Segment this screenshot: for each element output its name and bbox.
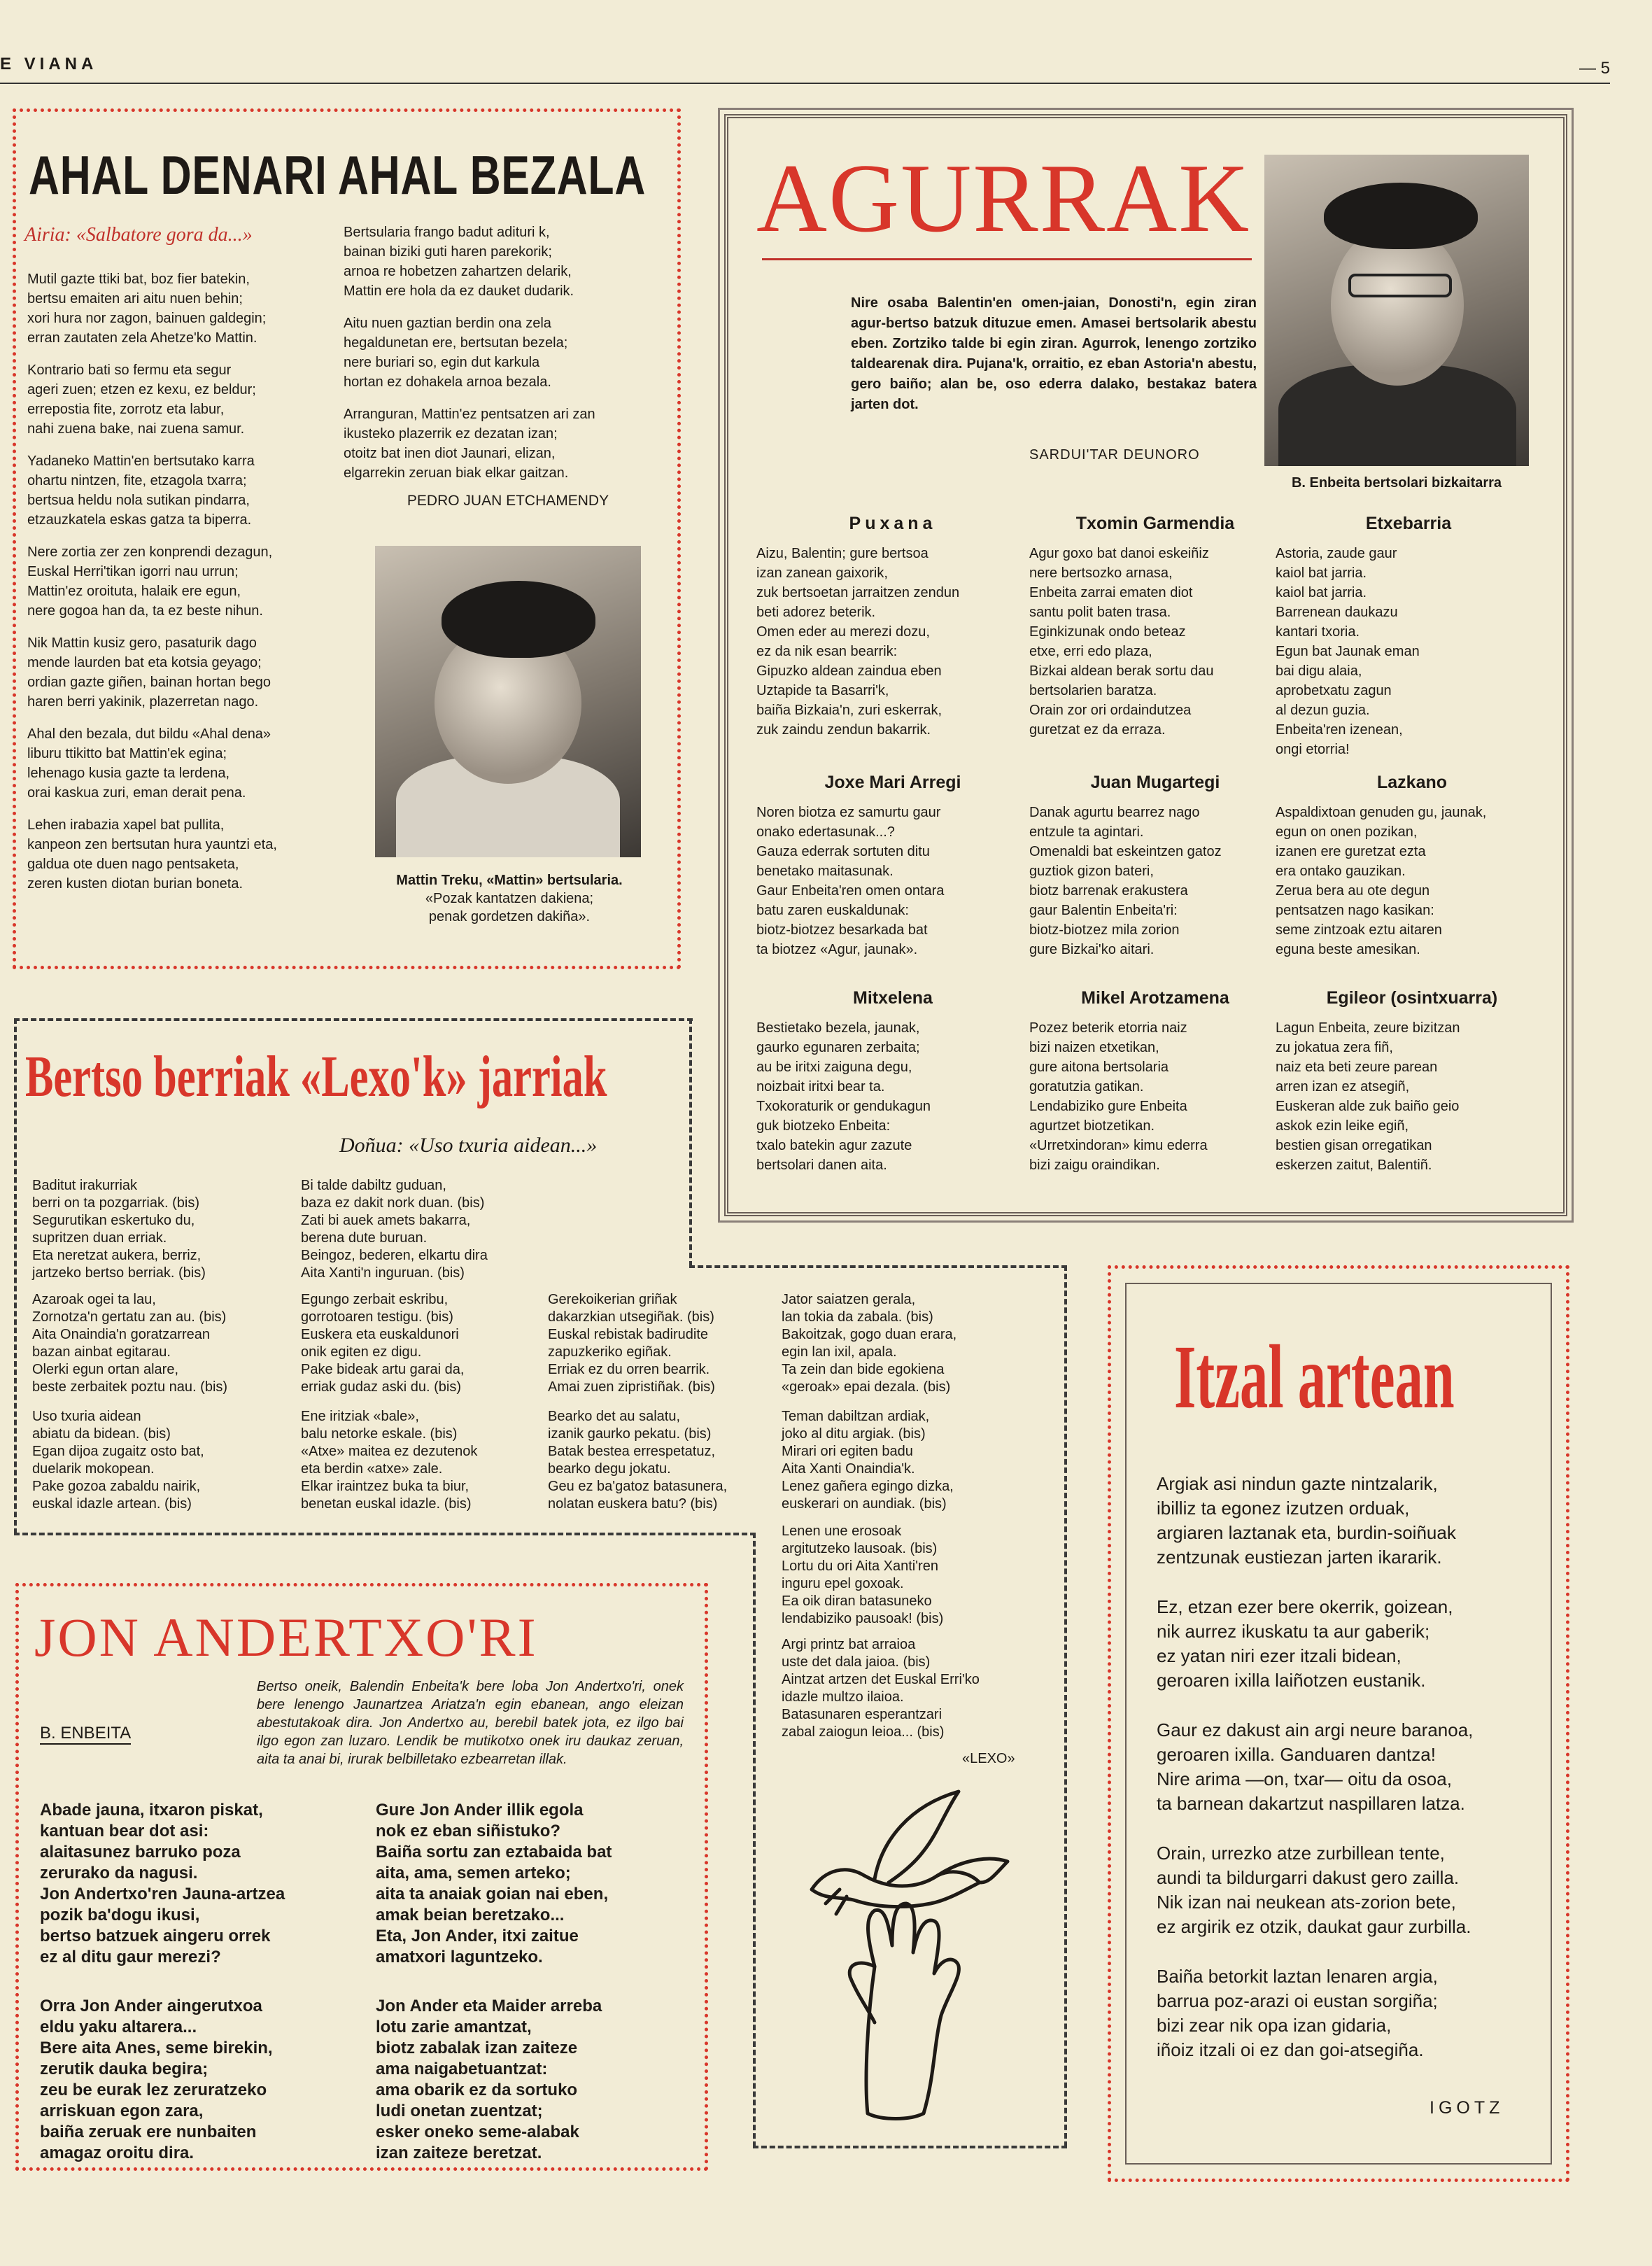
jon-intro: Bertso oneik, Balendin Enbeita'k bere loba Jon Andertxo'ri, onek bere lenengo Jaunartzea Ariatza'n egin ebanean, ango eleizan abestutakoak dira. Jon Andertxo au, berebil batek jota, ez ilgo bai ilgo egon zan luzaro. Lendik be mutikotxo onek iru daukaz zeruan, aita ta anai bi, irurak belbilletako ezbearretan illak. bbox=[257, 1679, 684, 1767]
author-name: PEDRO JUAN ETCHAMENDY bbox=[407, 493, 609, 509]
verse-text: Ene iritziak «bale», balu netorke eskale. (bis) «Atxe» maitea ez dezutenok eta berdin «atxe» zale. Elkar iraintzez buka ta biur, benetan euskal idazle. (bis) bbox=[301, 1409, 478, 1512]
title-rule bbox=[762, 258, 1252, 260]
tune-line: Airia: «Salbatore gora da...» bbox=[24, 224, 253, 246]
verse-author: Mikel Arotzamena bbox=[1081, 988, 1229, 1008]
bertso-box-edge bbox=[753, 2146, 1067, 2148]
verse-block bbox=[756, 988, 1029, 1175]
stanza: Argiak asi nindun gazte nintzalarik, ibilliz ta egonez izutzen orduak, argiaren laztanak eta, burdin-soiñuak zentzunak eustiezan jarten ikararik. bbox=[1157, 1473, 1456, 1568]
bertso-box-edge bbox=[1064, 1265, 1067, 2147]
verse-block bbox=[1029, 773, 1281, 959]
verse-block bbox=[1276, 514, 1541, 759]
header-rule bbox=[0, 83, 1610, 84]
poem-body bbox=[1157, 1472, 1548, 2062]
photo-caption: B. Enbeita bertsolari bizkaitarra bbox=[1291, 475, 1502, 491]
verse-block bbox=[1276, 988, 1548, 1175]
bertso-signature: «LEXO» bbox=[962, 1751, 1015, 1766]
verse-text: Lenen une erosoak argitutzeko lausoak. (bis) Lortu du ori Aita Xanti'ren inguru epel goxoak. Ea oik diran batasuneko lendabiziko pausoak! (bis) bbox=[782, 1523, 944, 1626]
bertso-box-edge bbox=[753, 1533, 756, 2147]
paragraph: Ahal den bezala, dut bildu «Ahal dena» liburu ttikitto bat Mattin'ek egina; lehenago kusia gazte ta lerdena, orai kaskua zuri, eman derait pena. bbox=[27, 726, 271, 801]
verse-text: Aizu, Balentin; gure bertsoa izan zanean gaixorik, zuk bertsoetan jarraitzen zendun beti adorez beterik. Omen eder au merezi dozu, ez da nik esan bearrik: Gipuzko aldean zaindua eben Uztapide ta Basarri'k, baiña Bizkaia'n, zuri eskerrak, zuk zaindu zendun bakarrik. bbox=[756, 546, 960, 738]
verse-text: Jon Ander eta Maider arreba lotu zarie amantzat, biotz zabalak izan zaiteze ama naigabetuantzat: ama obarik ez da sortuko ludi onetan zuentzat; esker oneko seme-alabak izan zaiteze beretzat. bbox=[376, 1997, 602, 2162]
agurrak-article bbox=[724, 114, 1567, 1216]
verse-text: Gure Jon Ander illik egola nok ez eban siñistuko? Baiña sortu zan eztabaida bat aita, ama, semen arteko; aita ta anaiak goian nai eben, amak beian beretzako... Eta, Jon Ander, itxi zaitue amatxori laguntzeko. bbox=[376, 1801, 612, 1966]
article-title: AHAL DENARI AHAL BEZALA bbox=[29, 144, 647, 206]
ahal-left-column bbox=[27, 269, 349, 906]
article-title: Bertso berriak «Lexo'k» jarriak bbox=[25, 1044, 607, 1109]
verse-text: Uso txuria aidean abiatu da bidean. (bis) Egan dijoa zugaitz osto bat, duelarik mokopean. Pake gozoa zabaldu nairik, euskal idazle artean. (bis) bbox=[32, 1409, 204, 1512]
paragraph: Arranguran, Mattin'ez pentsatzen ari zan ikusteko plazerrik ez dezatan izan; otoitz bat inen diot Jaunari, elizan, elgarrekin zeruan biak elkar gaitzan. bbox=[344, 407, 595, 481]
verse-text: Aspaldixtoan genuden gu, jaunak, egun on onen pozikan, izanen ere guretzat ezta era ontako gauzikan. Zerua bera au ote degun pentsatzen nago kasikan: seme zintzoak eztu aitaren eguna beste amesikan. bbox=[1276, 805, 1487, 957]
verse-text: Abade jauna, itxaron piskat, kantuan bear dot asi: alaitasunez barruko poza zerurako da nagusi. Jon Andertxo'ren Jauna-artzea pozik ba'dogu ikusi, bertso batzuek aingeru orrek ez al ditu gaur merezi? bbox=[40, 1801, 285, 1966]
ahal-right-column bbox=[344, 223, 672, 509]
verse-author: Lazkano bbox=[1376, 773, 1448, 792]
bertso-box-edge bbox=[689, 1018, 692, 1267]
verse-text: Agur goxo bat danoi eskeiñiz nere bertsozko arnasa, Enbeita zarrai ematen diot santu polit baten trasa. Eginkizunak ondo beteaz etxe, erri edo plaza, Bizkai aldean berak sortu dau bertsolarien baratza. Orain zor ori ordaindutzea guretzat ez da erraza. bbox=[1029, 546, 1214, 738]
verse-author: Juan Mugartegi bbox=[1090, 773, 1220, 792]
section-name: E VIANA bbox=[0, 55, 98, 73]
paragraph: Bertsularia frango badut adituri k, bainan biziki guti haren parekorik; arnoa re hobetzen zahartzen delarik, Mattin ere hola da ez dauket dudarik. bbox=[344, 225, 574, 299]
verse-text: Azaroak ogei ta lau, Zornotza'n gertatu zan au. (bis) Aita Onaindia'n goratzarrean bazan ainbat egitarau. Olerki egun ortan alare, beste zerbaitek poztu nau. (bis) bbox=[32, 1292, 228, 1395]
verse-author: Txomin Garmendia bbox=[1075, 514, 1235, 533]
article-title: JON ANDERTXO'RI bbox=[34, 1607, 538, 1668]
bertso-box-edge bbox=[14, 1533, 756, 1535]
verse-text: Bearko det au salatu, izanik gaurko pekatu. (bis) Batak bestea errespetatuz, bearko degu jokatu. Geu ez ba'gatoz batasunera, nolatan euskera batu? (bis) bbox=[548, 1409, 728, 1512]
caption-bold: Mattin Treku, «Mattin» bertsularia. bbox=[396, 873, 623, 888]
verse-text: Noren biotza ez samurtu gaur onako edertasunak...? Gauza ederrak sortuten ditu benetako maitasunak. Gaur Enbeita'ren omen ontara batu zaren euskaldunak: biotz-biotzez besarkada bat ta biotzez «Agur, jaunak». bbox=[756, 805, 945, 957]
verse-author: Joxe Mari Arregi bbox=[824, 773, 961, 792]
mattin-photo bbox=[375, 546, 641, 857]
paragraph: Yadaneko Mattin'en bertsutako karra ohartu nintzen, fite, etzagola txarra; bertsua heldu nola sutikan pindarra, etzauzkatela eskas gatza ta biperra. bbox=[27, 453, 255, 528]
hand-outline bbox=[866, 1903, 959, 2119]
dove-illustration bbox=[798, 1785, 1050, 2134]
dove-body bbox=[812, 1870, 980, 1907]
verse-author: Mitxelena bbox=[853, 988, 933, 1008]
verse-text: Egungo zerbait eskribu, gorrotoaren testigu. (bis) Euskera eta euskaldunori onik egiten ez digu. Pake bideak artu garai da, erriak gudaz aski du. (bis) bbox=[301, 1292, 465, 1395]
dove-branch bbox=[826, 1889, 847, 1914]
paragraph: Nik Mattin kusiz gero, pasaturik dago mende laurden bat eta kotsia geyago; ordian gazte giñen, bainan hortan bego haren berri yakinik, plazerretan nago. bbox=[27, 635, 271, 710]
author-name: B. ENBEITA bbox=[40, 1724, 131, 1745]
stanza: Ez, etzan ezer bere okerrik, goizean, nik aurrez ikuskatu ta aur gaberik; ez yatan niri ezer itzali bidean, geroaren ixilla laiñotzen eustanik. bbox=[1157, 1596, 1453, 1691]
article-title: AGURRAK bbox=[756, 144, 1251, 253]
stanza: Baiña betorkit laztan lenaren argia, barrua poz-arazi oi eustan sorgiña; bizi zear nik opa izan gidaria, iñoiz itzali oi ez dan goi-atsegiña. bbox=[1157, 1966, 1438, 2060]
page-number: — 5 bbox=[1579, 59, 1610, 78]
verse-text: Argi printz bat arraioa uste det dala jaioa. (bis) Aintzat artzen det Euskal Erri'ko idazle multzo ilaioa. Batasunaren esperantzari zabal zaiogun leioa... (bis) bbox=[782, 1637, 980, 1740]
bertso-box-edge bbox=[689, 1265, 1067, 1268]
caption-text: «Pozak kantatzen dakiena; penak gordetzen dakiña». bbox=[425, 891, 594, 924]
verse-text: Gerekoikerian griñak dakarzkian utsegiñak. (bis) Euskal rebistak badirudite zapuzkeriko egiñak. Erriak ez du orren bearrik. Amai zuen zipristiñak. (bis) bbox=[548, 1292, 715, 1395]
verse-author: Etxebarria bbox=[1365, 514, 1452, 533]
ahal-denari-article bbox=[13, 108, 681, 969]
photo-caption bbox=[366, 871, 653, 926]
verse-text: Jator saiatzen gerala, lan tokia da zabala. (bis) Bakoitzak, gogo duan erara, egin lan ixil, apala. Ta zein dan bide egokiena «geroak» epai dezala. (bis) bbox=[782, 1292, 957, 1395]
verse-block bbox=[756, 773, 1029, 959]
paragraph: Kontrario bati so fermu eta segur ageri zuen; etzen ez kexu, ez beldur; errepostia fite, zorrotz eta labur, nahi zuena bake, nai zuena samur. bbox=[27, 363, 256, 437]
jon-andertxo-article bbox=[15, 1583, 708, 2171]
paragraph: Lehen irabazia xapel bat pullita, kanpeon zen bertsutan hura yauntzi eta, galdua ote duen nago pentsaketa, zeren kusten diotan burian boneta. bbox=[27, 817, 277, 892]
article-title: Itzal artean bbox=[1174, 1327, 1455, 1428]
verse-text: Orra Jon Ander aingerutxoa eldu yaku altarera... Bere aita Anes, seme birekin, zerutik dauka begira; zeu be eurak lez zeruratzeko arriskuan egon zara, baiña zeruak ere nunbaiten amagaz oroitu dira. bbox=[40, 1997, 273, 2162]
verse-author: Puxana bbox=[849, 514, 937, 533]
verse-text: Bestietako bezela, jaunak, gaurko egunaren zerbaita; au be iritxi zaiguna degu, noizbait iritxi bear ta. Txokoraturik or gendukagun guk biotzeko Enbeita: txalo batekin agur zazute bertsolari danen aita. bbox=[756, 1020, 931, 1173]
enbeita-photo bbox=[1264, 155, 1529, 466]
verse-author: Egileor (osintxuarra) bbox=[1326, 988, 1498, 1008]
verse-block bbox=[1029, 988, 1281, 1175]
paragraph: Mutil gazte ttiki bat, boz fier batekin, bertsu emaiten ari aitu nuen behin; xori hura nor zagon, bainuen galdegin; erran zautaten zela Ahetze'ko Mattin. bbox=[27, 272, 267, 346]
verse-text: Teman dabiltzan ardiak, joko al ditu argiak. (bis) Mirari ori egiten badu Aita Xanti Onaindia'k. Lenez gañera egingo dizka, euskerari on aundiak. (bis) bbox=[782, 1409, 954, 1512]
stanza: Orain, urrezko atze zurbillean tente, aundi ta bildurgarri dakust gero zailla. Nik izan nai neukean ats-zorion bete, ez argirik ez otzik, daukat gaur zurbilla. bbox=[1157, 1843, 1471, 1937]
poem-signature: IGOTZ bbox=[1429, 2098, 1504, 2118]
tune-line: Doñua: «Uso txuria aidean...» bbox=[339, 1134, 598, 1157]
verse-text: Pozez beterik etorria naiz bizi naizen etxetikan, gure aitona bertsolaria goratutzia gatikan. Lendabiziko gure Enbeita agurtzet biotzetikan. «Urretxindoran» kimu ederra bizi zaigu oraindikan. bbox=[1029, 1020, 1208, 1173]
verse-text: Astoria, zaude gaur kaiol bat jarria. kaiol bat jarria. Barrenean daukazu kantari txoria. Egun bat Jaunak eman bai digu alaia, aprobetxatu zagun al dezun guzia. Enbeita'ren izenean, ongi etorria! bbox=[1276, 546, 1420, 757]
paragraph: Nere zortia zer zen konprendi dezagun, Euskal Herri'tikan igorri nau urrun; Mattin'ez oroituta, halaik ere egun, nere gogoa han da, ta ez beste nihun. bbox=[27, 544, 273, 619]
agurrak-signature: SARDUI'TAR DEUNORO bbox=[1029, 447, 1200, 463]
verse-block bbox=[1276, 773, 1548, 959]
itzal-artean-article bbox=[1108, 1265, 1569, 2182]
agurrak-intro: Nire osaba Balentin'en omen-jaian, Donosti'n, egin ziran agur-bertso batzuk dituzue emen. Amasei bertsolarik abestu eben. Zortziko talde bi egin ziran. Agurrok, lenengo zortziko taldearenak dira. Pujana'k, orraitio, ez eban Astoria'n abestu, gero baiño; alan be, oso ederra dalako, bestakaz batera jarten dot. bbox=[851, 295, 1257, 412]
verse-text: Bi talde dabiltz guduan, baza ez dakit nork duan. (bis) Zati bi auek amets bakarra, berena dute buruan. Beingoz, bederen, elkartu dira Aita Xanti'n inguruan. (bis) bbox=[301, 1178, 488, 1281]
verse-text: Baditut irakurriak berri on ta pozgarriak. (bis) Segurutikan eskertuko du, supritzen duan erriak. Eta neretzat aukera, berriz, jartzeko bertso berriak. (bis) bbox=[32, 1178, 206, 1281]
stanza: Gaur ez dakust ain argi neure baranoa, geroaren ixilla. Ganduaren dantza! Nire arima —on, txar— oitu da osoa, ta barnean dakartzut naspillaren latza. bbox=[1157, 1719, 1474, 1814]
verse-block bbox=[756, 514, 1029, 740]
jon-right-column bbox=[376, 1800, 684, 2164]
verse-block bbox=[1029, 514, 1281, 740]
verse-text: Danak agurtu bearrez nago entzule ta agintari. Omenaldi bat eskeintzen gatoz guztiok gizon bateri, biotz barrenak erakustera gaur Balentin Enbeita'ri: biotz-biotzez mila zorion gure Bizkai'ko aitari. bbox=[1029, 805, 1222, 957]
jon-left-column bbox=[40, 1800, 348, 2164]
glasses bbox=[1348, 274, 1452, 297]
verse-text: Lagun Enbeita, zeure bizitzan zu jokatua zera fiñ, naiz eta beti zeure parean arren izan ez atsegiñ, Euskeran alde zuk baiño geio askok ezin leike egiñ, bestien gisan orregatikan eskerzen zaitut, Balentiñ. bbox=[1276, 1020, 1460, 1173]
paragraph: Aitu nuen gaztian berdin ona zela hegaldunetan ere, bertsutan bezela; nere buriari so, egin dut karkula hortan ez dohakela arnoa bezala. bbox=[344, 316, 568, 390]
